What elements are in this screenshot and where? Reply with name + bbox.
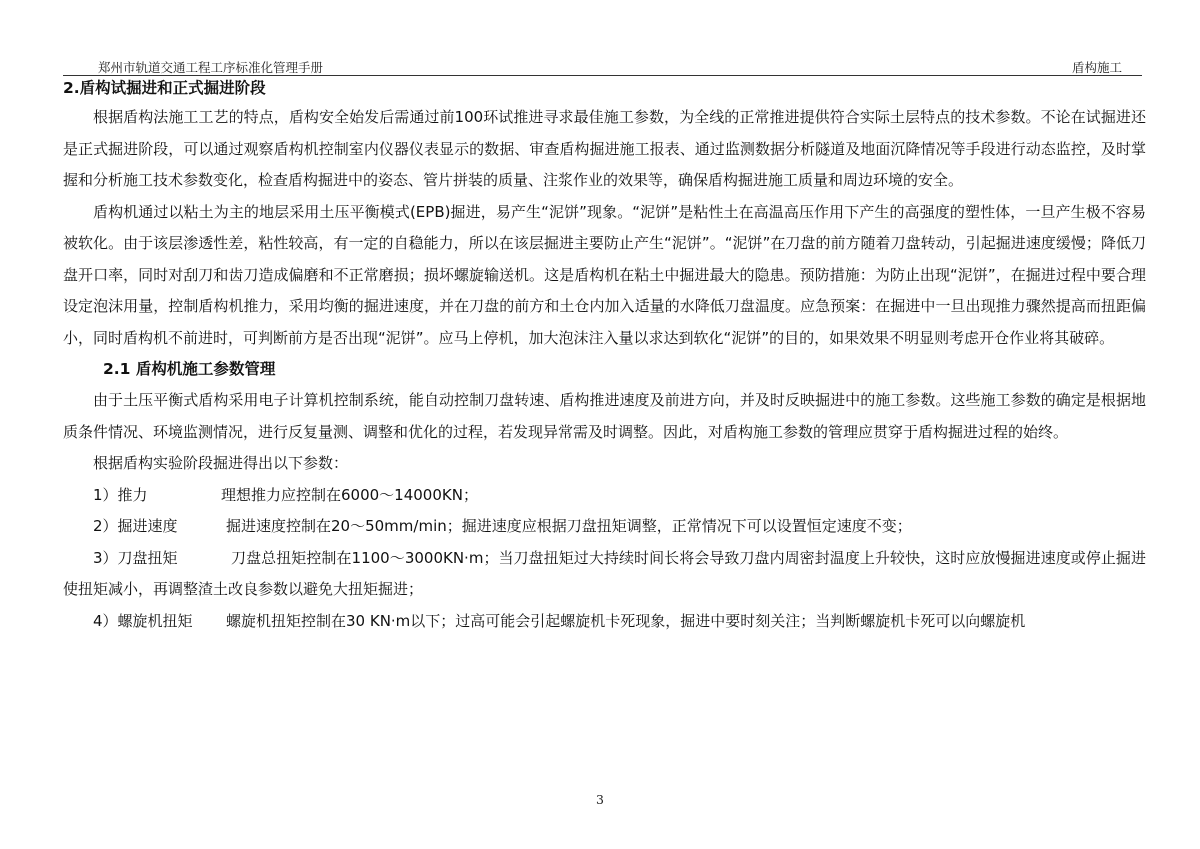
parameter-item	[63, 543, 1146, 606]
subsection-heading: 2.1 盾构机施工参数管理	[103, 360, 276, 378]
running-header-title: 郑州市轨道交通工程工序标准化管理手册	[98, 60, 324, 75]
parameter-label: 2）掘进速度	[93, 517, 178, 535]
paragraph: 盾构机通过以粘土为主的地层采用土压平衡模式(EPB)掘进，易产生“泥饼”现象。“泥饼”是粘性土在高温高压作用下产生的高强度的塑性体，一旦产生极不容易被软化。由于该层渗透性差，粘性较高，有一定的自稳能力，所以在该层掘进主要防止产生“泥饼”。“泥饼”在刀盘的前方随着刀盘转动，引起掘进速度缓慢；降低刀盘开口率，同时对刮刀和齿刀造成偏磨和不正常磨损；损坏螺旋输送机。这是盾构机在粘土中掘进最大的隐患。预防措施：为防止出现“泥饼”，在掘进过程中要合理设定泡沫用量，控制盾构机推力，采用均衡的掘进速度，并在刀盘的前方和土仓内加入适量的水降低刀盘温度。应急预案：在掘进中一旦出现推力骤然提高而扭距偏小，同时盾构机不前进时，可判断前方是否出现“泥饼”。应马上停机，加大泡沫注入量以求达到软化“泥饼”的目的，如果效果不明显则考虑开仓作业将其破碎。	[63, 202, 1146, 347]
parameter-label: 1）推力	[93, 485, 148, 504]
running-header-chapter: 盾构施工	[1071, 60, 1122, 75]
parameter-item	[63, 480, 1146, 512]
parameter-text: 掘进速度控制在20～50mm/min；掘进速度应根据刀盘扭矩调整，正常情况下可以设置恒定速度不变；	[226, 517, 912, 535]
paragraph: 根据盾构法施工工艺的特点，盾构安全始发后需通过前100环试推进寻求最佳施工参数，为全线的正常推进提供符合实际土层特点的技术参数。不论在试掘进还是正式掘进阶段，可以通过观察盾构机控制室内仪器仪表显示的数据、审查盾构掘进施工报表、通过监测数据分析隧道及地面沉降情况等手段进行动态监控，及时掌握和分析施工技术参数变化，检查盾构掘进中的姿态、管片拼装的质量、注浆作业的效果等，确保盾构掘进施工质量和周边环境的安全。	[63, 108, 1146, 189]
parameter-text: 理想推力应控制在6000～14000KN；	[221, 485, 478, 504]
parameter-item	[63, 511, 1146, 543]
paragraph: 根据盾构实验阶段掘进得出以下参数：	[93, 454, 349, 472]
parameter-label: 4）螺旋机扭矩	[93, 611, 193, 630]
section-heading: 2.盾构试掘进和正式掘进阶段	[63, 79, 266, 97]
page-number: 3	[596, 792, 604, 807]
parameter-text: 刀盘总扭矩控制在1100～3000KN·m；当刀盘扭矩过大持续时间长将会导致刀盘内周密封温度上升较快，这时应放慢掘进速度或停止掘进使扭矩减小，再调整渣土改良参数以避免大扭矩掘进；	[63, 548, 1146, 598]
parameter-text: 螺旋机扭矩控制在30 KN·m以下；过高可能会引起螺旋机卡死现象，掘进中要时刻关注；当判断螺旋机卡死可以向螺旋机	[226, 611, 1026, 630]
paragraph: 由于土压平衡式盾构采用电子计算机控制系统，能自动控制刀盘转速、盾构推进速度及前进方向，并及时反映掘进中的施工参数。这些施工参数的确定是根据地质条件情况、环境监测情况，进行反复量测、调整和优化的过程，若发现异常需及时调整。因此，对盾构施工参数的管理应贯穿于盾构掘进过程的始终。	[63, 391, 1146, 441]
parameter-label: 3）刀盘扭矩	[93, 548, 178, 567]
parameter-item	[63, 606, 1146, 638]
page-body	[63, 75, 1146, 637]
